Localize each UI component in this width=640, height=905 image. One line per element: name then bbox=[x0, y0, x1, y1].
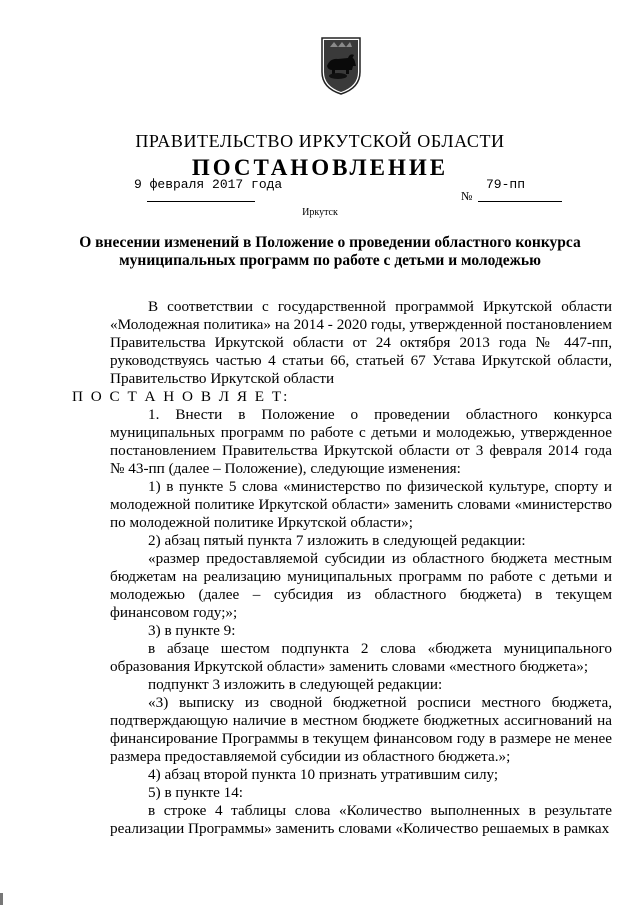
document-type: ПОСТАНОВЛЕНИЕ bbox=[191, 155, 449, 180]
coat-of-arms-icon bbox=[318, 36, 364, 96]
paragraph: «размер предоставляемой субсидии из областного бюджета местным бюджетам на реализацию муниципальных программ по работе с детьми и молодежью (далее – субсидия из областного бюджета) в текущем финансовом году;»; bbox=[110, 550, 612, 621]
paragraph: 2) абзац пятый пункта 7 изложить в следующей редакции: bbox=[148, 532, 526, 549]
paragraph: 1. Внести в Положение о проведении областного конкурса муниципальных программ по работе с детьми и молодежью, утвержденное постановлением Правительства Иркутской области от 3 февраля 2014 года № 43-пп (далее – Положение), следующие изменения: bbox=[110, 406, 612, 477]
date-underline bbox=[147, 201, 255, 202]
city: Иркутск bbox=[302, 207, 338, 218]
number-label: № bbox=[461, 189, 473, 203]
document-number: 79-пп bbox=[486, 177, 526, 192]
paragraph: в строке 4 таблицы слова «Количество выполненных в результате реализации Программы» заменить словами «Количество решаемых в рамках bbox=[110, 802, 612, 837]
document-date: 9 февраля 2017 года bbox=[134, 177, 283, 192]
resolves-heading: П О С Т А Н О В Л Я Е Т: bbox=[72, 388, 290, 405]
paragraph: 3) в пункте 9: bbox=[148, 622, 236, 639]
paragraph: подпункт 3 изложить в следующей редакции: bbox=[148, 676, 443, 693]
paragraph: «3) выписку из сводной бюджетной росписи местного бюджета, подтверждающую наличие в местном бюджете бюджетных ассигнований на финансирование Программы в текущем финансовом году в размере не менее размера предоставляемой субсидии из областного бюджета.»; bbox=[110, 694, 612, 765]
paragraph: в абзаце шестом подпункта 2 слова «бюджета муниципального образования Иркутской области» заменить словами «местного бюджета»; bbox=[110, 640, 612, 675]
number-underline bbox=[478, 201, 562, 202]
preamble: В соответствии с государственной программой Иркутской области «Молодежная политика» на 2014 - 2020 годы, утвержденной постановлением Правительства Иркутской области от 24 октября 2013 года № 447-пп, руководствуясь частью 4 статьи 66, статьей 67 Устава Иркутской области, Правительство Иркутской области bbox=[110, 298, 612, 387]
paragraph: 4) абзац второй пункта 10 признать утратившим силу; bbox=[148, 766, 499, 783]
document-body bbox=[72, 298, 612, 838]
paragraph: 1) в пункте 5 слова «министерство по физической культуре, спорту и молодежной политике Иркутской области» заменить словами «министерство по молодежной политике Иркутской области»; bbox=[110, 478, 612, 531]
scan-edge-mark bbox=[0, 893, 3, 905]
government-title: ПРАВИТЕЛЬСТВО ИРКУТСКОЙ ОБЛАСТИ bbox=[135, 131, 505, 151]
document-subject: О внесении изменений в Положение о проведении областного конкурса муниципальных программ по работе с детьми и молодежью bbox=[79, 234, 581, 269]
paragraph: 5) в пункте 14: bbox=[148, 784, 244, 801]
